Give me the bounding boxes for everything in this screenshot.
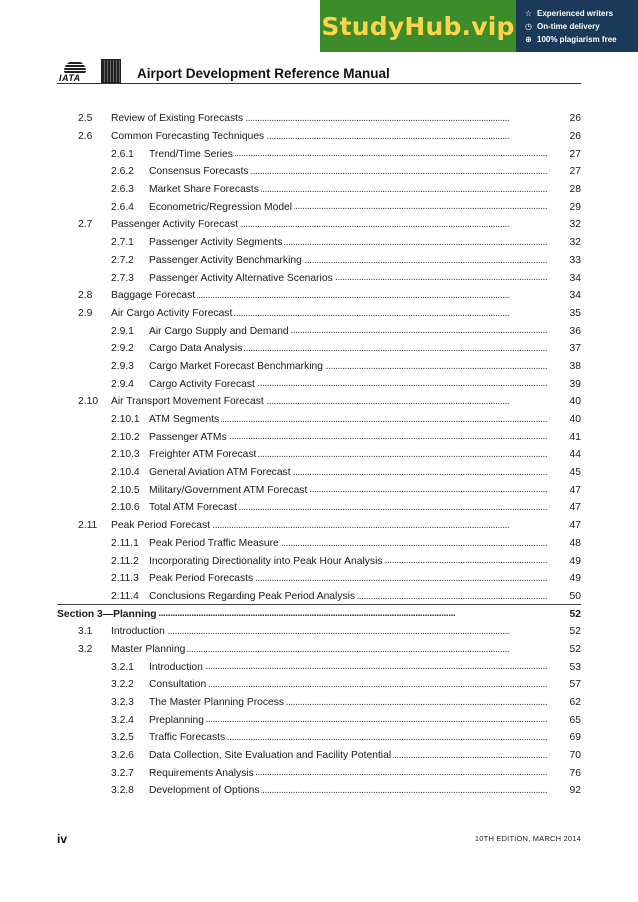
toc-entry[interactable] [0,340,638,358]
toc-entry-title: Passenger Activity Segments [149,237,283,249]
toc-entry-title: Total ATM Forecast [149,502,237,514]
toc-entry-title: Introduction [149,661,203,673]
toc-entry-number: 2.8 [78,290,93,302]
toc-entry[interactable] [0,764,638,782]
toc-entry-page: 40 [569,396,581,408]
toc-entry-number: 2.7 [78,219,93,231]
toc-entry[interactable] [0,198,638,216]
toc-entry-title: Passenger ATMs [149,431,227,443]
toc-leader-dots [149,658,581,676]
banner-features [516,0,638,52]
toc-entry-page: 53 [569,661,581,673]
toc-entry[interactable] [0,552,638,570]
toc-entry-page: 57 [569,679,581,691]
toc-entry-number: 2.10.4 [111,467,140,479]
toc-entry-number: 2.11.1 [111,537,139,549]
clock-icon: ◷ [525,21,532,31]
section-divider [57,604,581,605]
toc-entry[interactable] [0,499,638,517]
watermark-banner[interactable] [320,0,638,52]
toc-entry-page: 28 [569,184,581,196]
toc-entry[interactable] [0,128,638,146]
page-header [57,57,581,84]
toc-entry-page: 50 [569,590,581,602]
toc-entry-title: Passenger Activity Benchmarking [149,254,302,266]
toc-entry[interactable] [0,588,638,606]
toc-entry-number: 2.10.6 [111,502,140,514]
toc-entry-number: 2.10.2 [111,431,140,443]
toc-entry-title: Cargo Activity Forecast [149,378,255,390]
toc-entry-page: 32 [569,237,581,249]
toc-entry-number: 2.7.2 [111,254,134,266]
toc-entry-page: 47 [569,502,581,514]
toc-entry-number: 3.1 [78,626,93,638]
toc-entry-title: Requirements Analysis [149,767,254,779]
toc-entry-page: 62 [569,697,581,709]
toc-entry-page: 26 [569,113,581,125]
feature-item [524,7,638,20]
toc-entry-page: 33 [569,254,581,266]
toc-entry[interactable] [0,747,638,765]
toc-entry-number: 2.6.4 [111,201,134,213]
toc-entry-page: 27 [569,148,581,160]
toc-entry-title: The Master Planning Process [149,697,285,709]
toc-entry[interactable] [0,535,638,553]
toc-entry-page: 52 [569,643,581,655]
toc-entry-title: Peak Period Forecasts [149,573,254,585]
toc-entry-title: Cargo Data Analysis [149,343,243,355]
toc-entry-number: 2.10 [78,396,99,408]
toc-entry-title: Air Cargo Supply and Demand [149,325,289,337]
toc-entry[interactable] [0,782,638,800]
toc-entry[interactable] [0,694,638,712]
toc-entry-page: 41 [569,431,581,443]
toc-entry-title: Incorporating Directionality into Peak Hour Analysis [149,555,383,567]
toc-entry-number: 2.6.1 [111,148,134,160]
toc-entry-number: 2.11.3 [111,573,139,585]
toc-entry-number: 2.9.4 [111,378,134,390]
feature-label: Experienced writers [537,8,614,18]
toc-entry-page: 49 [569,573,581,585]
toc-entry-title: Passenger Activity Alternative Scenarios [149,272,333,284]
toc-entry-page: 49 [569,555,581,567]
toc-entry-number: 2.5 [78,113,93,125]
shield-icon: ⊕ [525,34,532,44]
toc-entry[interactable] [0,216,638,234]
toc-entry-title: ATM Segments [149,414,220,426]
toc-entry-title: Development of Options [149,785,260,797]
toc-entry-title: Baggage Forecast [111,290,196,302]
toc-entry-page: 37 [569,343,581,355]
toc-entry-number: 2.11 [78,520,98,532]
toc-entry-number: 3.2.7 [111,767,134,779]
toc-entry[interactable] [0,641,638,659]
toc-entry-title: Preplanning [149,714,204,726]
toc-entry-title: Peak Period Traffic Measure [149,537,279,549]
toc-entry-title: Conclusions Regarding Peak Period Analysis [149,590,356,602]
toc-entry-number: 3.2.6 [111,750,134,762]
toc-entry[interactable] [0,676,638,694]
toc-entry-page: 52 [569,626,581,638]
toc-entry-title: Air Cargo Activity Forecast [111,307,233,319]
toc-leader-dots [149,711,581,729]
toc-entry-page: 32 [569,219,581,231]
toc-entry[interactable] [0,110,638,128]
toc-entry-page: 40 [569,414,581,426]
feature-label: On-time delivery [537,21,600,31]
toc-entry-number: 2.10.5 [111,484,140,496]
toc-entry[interactable] [0,481,638,499]
toc-entry-number: 2.11.2 [111,555,139,567]
toc-entry[interactable] [0,252,638,270]
toc-entry-page: 76 [569,767,581,779]
toc-entry[interactable] [0,322,638,340]
toc-entry-number: 2.9.1 [111,325,134,337]
toc-entry-title: Cargo Market Forecast Benchmarking [149,360,323,372]
toc-entry-number: 3.2 [78,643,93,655]
toc-entry-number: 2.9.2 [111,343,134,355]
toc-entry-number: 3.2.5 [111,732,134,744]
toc-entry-page: 34 [569,290,581,302]
toc-entry-page: 69 [569,732,581,744]
toc-entry[interactable] [0,287,638,305]
toc-entry-page: 35 [569,307,581,319]
toc-entry-title: Consultation [149,679,207,691]
toc-entry[interactable] [0,181,638,199]
toc-entry-title: Econometric/Regression Model [149,201,293,213]
toc-entry-title: Section 3—Planning [57,608,157,620]
toc-entry-title: Freighter ATM Forecast [149,449,257,461]
page-title: Airport Development Reference Manual [137,66,390,81]
toc-entry-number: 3.2.1 [111,661,134,673]
toc-entry-page: 36 [569,325,581,337]
toc-entry[interactable] [0,393,638,411]
brand-logo[interactable]: StudyHub.vip [320,0,516,52]
toc-entry-page: 45 [569,467,581,479]
toc-entry-number: 2.7.1 [111,237,134,249]
toc-entry[interactable] [0,305,638,323]
toc-entry[interactable] [0,446,638,464]
toc-entry-title: Data Collection, Site Evaluation and Facility Potential [149,750,392,762]
toc-entry-title: General Aviation ATM Forecast [149,467,291,479]
toc-entry[interactable] [0,163,638,181]
toc-entry-title: Passenger Activity Forecast [111,219,239,231]
toc-entry-number: 2.11.4 [111,590,139,602]
toc-entry-page: 52 [569,608,581,620]
toc-entry[interactable] [0,623,638,641]
toc-entry-number: 2.9.3 [111,360,134,372]
toc-entry-number: 2.6.3 [111,184,134,196]
toc-entry-number: 3.2.4 [111,714,134,726]
toc-entry-page: 39 [569,378,581,390]
toc-entry-page: 48 [569,537,581,549]
toc-entry-title: Trend/Time Series [149,148,233,160]
toc-entry[interactable] [0,658,638,676]
toc-entry[interactable] [0,358,638,376]
toc-entry[interactable] [0,729,638,747]
toc-entry-page: 47 [569,520,581,532]
toc-entry-page: 29 [569,201,581,213]
toc-leader-dots [149,676,581,694]
toc-entry-title: Market Share Forecasts [149,184,259,196]
toc-entry-number: 2.6.2 [111,166,134,178]
toc-entry-title: Consensus Forecasts [149,166,249,178]
toc-entry-number: 3.2.8 [111,785,134,797]
toc-entry-page: 70 [569,750,581,762]
iata-logo-text: IATA [59,73,81,83]
toc-section-entry[interactable] [0,605,638,623]
toc-entry-title: Introduction [111,626,165,638]
toc-entry-number: 2.10.1 [111,414,140,426]
toc-entry-title: Military/Government ATM Forecast [149,484,308,496]
toc-entry-title: Review of Existing Forecasts [111,113,244,125]
toc-entry[interactable] [0,570,638,588]
toc-entry[interactable] [0,411,638,429]
toc-entry[interactable] [0,145,638,163]
toc-entry[interactable] [0,517,638,535]
iata-logo-icon [57,61,93,83]
toc-entry-title: Air Transport Movement Forecast [111,396,264,408]
toc-entry-page: 92 [569,785,581,797]
toc-entry-number: 2.7.3 [111,272,134,284]
toc-entry-title: Master Planning [111,643,186,655]
feature-item [524,33,638,46]
table-of-contents [0,110,638,800]
toc-entry-page: 34 [569,272,581,284]
toc-entry[interactable] [0,428,638,446]
toc-entry[interactable] [0,464,638,482]
feature-item [524,20,638,33]
toc-leader-dots [111,623,581,641]
page-number: iv [57,832,68,846]
toc-entry-page: 38 [569,360,581,372]
feature-label: 100% plagiarism free [537,34,617,44]
toc-entry-number: 2.10.3 [111,449,140,461]
toc-entry-number: 2.6 [78,131,93,143]
toc-entry-page: 27 [569,166,581,178]
toc-entry-number: 2.9 [78,307,93,319]
toc-entry-page: 47 [569,484,581,496]
toc-entry[interactable] [0,711,638,729]
toc-entry-number: 3.2.3 [111,697,134,709]
toc-entry-page: 44 [569,449,581,461]
toc-entry-number: 3.2.2 [111,679,134,691]
star-icon: ☆ [524,8,533,18]
toc-entry-page: 65 [569,714,581,726]
toc-entry-title: Traffic Forecasts [149,732,226,744]
globe-icon [64,61,86,73]
edition-label: 10TH EDITION, MARCH 2014 [474,834,581,843]
toc-entry-title: Common Forecasting Techniques [111,131,265,143]
toc-entry[interactable] [0,234,638,252]
toc-entry-page: 26 [569,131,581,143]
toc-entry-title: Peak Period Forecast [111,520,211,532]
toc-entry[interactable] [0,269,638,287]
toc-entry[interactable] [0,375,638,393]
academy-logo-icon [101,59,121,83]
